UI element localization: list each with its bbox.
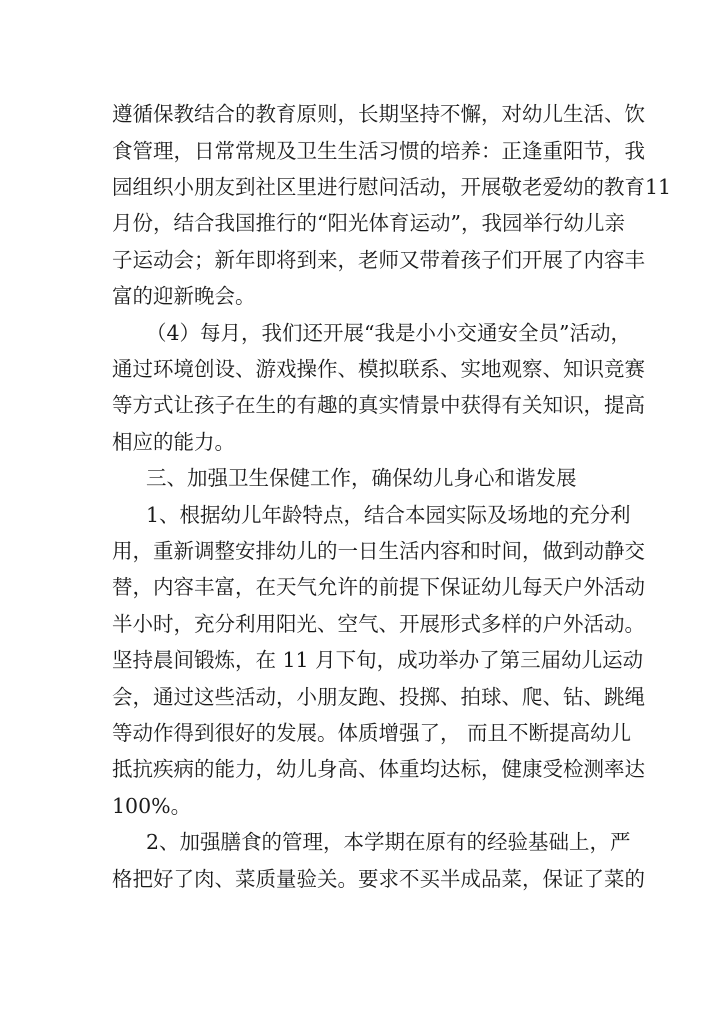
paragraph-line: 1、根据幼儿年龄特点，结合本园实际及场地的充分利 [146,503,631,527]
paragraph-line: 月份，结合我国推行的“阳光体育运动”，我园举行幼儿亲 [112,211,625,235]
paragraph-line: 2、加强膳食的管理，本学期在原有的经验基础上，严 [146,830,631,854]
paragraph-line: 通过环境创设、游戏操作、模拟联系、实地观察、知识竞赛 [112,357,645,381]
paragraph-line: 等方式让孩子在生的有趣的真实情景中获得有关知识，提高 [112,393,645,417]
paragraph-line: 园组织小朋友到社区里进行慰问活动，开展敬老爱幼的教育11 [112,175,672,199]
paragraph-line: 遵循保教结合的教育原则，长期坚持不懈，对幼儿生活、饮 [112,102,645,126]
paragraph-line: 富的迎新晚会。 [112,284,256,308]
paragraph-line: 子运动会；新年即将到来，老师又带着孩子们开展了内容丰 [112,248,645,272]
paragraph-line: 半小时，充分利用阳光、空气、开展形式多样的户外活动。 [112,612,645,636]
paragraph-line: 等动作得到很好的发展。体质增强了， 而且不断提高幼儿 [112,721,632,745]
paragraph-line: 100%。 [112,794,192,818]
paragraph-line: （4）每月，我们还开展“我是小小交通安全员”活动， [146,321,632,345]
section-heading: 三、加强卫生保健工作，确保幼儿身心和谐发展 [146,466,577,490]
paragraph-line: 食管理，日常常规及卫生生活习惯的培养：正逢重阳节，我 [112,139,645,163]
paragraph-line: 抵抗疾病的能力，幼儿身高、体重均达标，健康受检测率达 [112,757,645,781]
paragraph-line: 格把好了肉、菜质量验关。要求不买半成品菜，保证了菜的 [112,867,645,891]
paragraph-line: 替，内容丰富，在天气允许的前提下保证幼儿每天户外活动 [112,575,645,599]
paragraph-line: 相应的能力。 [112,430,235,454]
paragraph-line: 用，重新调整安排幼儿的一日生活内容和时间，做到动静交 [112,539,645,563]
paragraph-line: 会，通过这些活动，小朋友跑、投掷、拍球、爬、钻、跳绳 [112,685,645,709]
paragraph-line: 坚持晨间锻炼，在 11 月下旬，成功举办了第三届幼儿运动 [112,648,644,672]
